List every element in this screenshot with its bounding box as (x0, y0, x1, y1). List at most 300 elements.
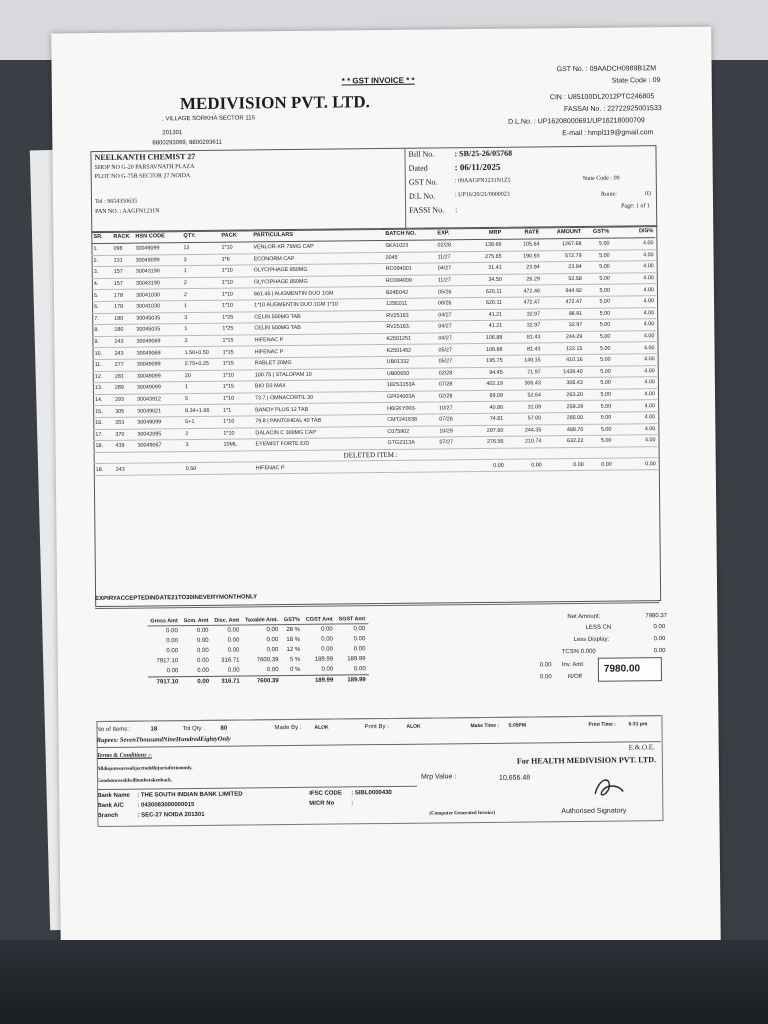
table-cell: 81.43 (504, 343, 542, 355)
table-cell: BANDY PLUS 12 TAB (253, 403, 385, 416)
invoice-banner: * * GST INVOICE * * (341, 75, 415, 86)
table-cell: 5.00 (585, 400, 613, 412)
table-cell: VENLOR-XR 75MG CAP (251, 241, 383, 254)
table-cell: 2.75+0.25 (183, 358, 221, 370)
table-cell: DALACIN C 300MG CAP (253, 426, 385, 439)
items-count-label: No of Items : (96, 726, 131, 734)
table-cell: 1*10 (221, 416, 253, 428)
tax-cell: 0.00 (321, 646, 334, 653)
term-1: Alldisputesaresubjecttodelhijurisdictiononly. (96, 766, 193, 773)
tot-qty: 80 (220, 725, 228, 732)
table-cell: 4.00 (612, 284, 656, 296)
bank-ac-label: Bank A/C (97, 802, 124, 810)
column-header: DIS% (611, 225, 655, 238)
table-cell: 30049069 (134, 335, 182, 347)
for-company: For HEALTH MEDIVISION PVT. LTD. (516, 755, 657, 766)
tax-cell: 0.00 (266, 637, 279, 644)
table-cell: 1*25 (220, 323, 252, 335)
table-cell: 944.92 (542, 285, 584, 297)
tax-total-cell (282, 675, 304, 686)
table-cell: 1*15 (221, 358, 253, 370)
tax-header: Disc. Amt (211, 617, 242, 626)
eoe: E.&.O.E. (628, 743, 655, 752)
tax-total-cell: 0.00 (181, 676, 212, 687)
table-cell: 8. (92, 325, 112, 337)
table-cell: 5.00 (585, 366, 613, 378)
buyer-address-2: PLOT NO G-75B SECTOR 27 NOIDA (94, 173, 191, 181)
table-cell: 30043190 (134, 277, 182, 289)
table-cell: 1*25 (220, 311, 252, 323)
tax-header: Scm. Amt (181, 617, 212, 626)
table-cell: 30045035 (134, 324, 182, 336)
table-cell: 12 (181, 242, 219, 254)
table-cell: 305 (113, 405, 135, 417)
table-cell: 18. (93, 440, 113, 452)
table-cell: 5.00 (585, 389, 613, 401)
table-cell: 30043912 (135, 393, 183, 405)
table-cell: 4.00 (612, 296, 656, 308)
computer-generated-note: (Computer Generated Invoice) (429, 810, 496, 817)
print-time: 6:31 pm (628, 721, 648, 728)
table-cell: 41.21 (464, 309, 504, 321)
table-cell: 07/28 (437, 379, 465, 391)
table-cell: 18. (94, 464, 114, 476)
seller-name: MEDIVISION PVT. LTD. (179, 92, 370, 114)
table-cell: 4.00 (613, 365, 657, 377)
footer-frame (96, 715, 663, 827)
column-header: MRP (463, 227, 503, 240)
table-cell: 0.00 (586, 458, 614, 470)
branch-label: Branch (97, 812, 119, 820)
seller-address-2: 201301 (162, 130, 183, 137)
table-cell: 131 (112, 255, 134, 267)
table-cell: 263.20 (543, 389, 585, 401)
buyer-address-1: SHOP NO G-20 PARSAVNATH PLAZA (94, 163, 195, 172)
table-cell: HIFENAC P (252, 345, 384, 358)
tax-cell: 5 % (289, 656, 301, 664)
column-header: QTY. (181, 230, 219, 243)
table-cell: 1 (182, 323, 220, 335)
table-cell: 276.56 (465, 436, 505, 448)
expiry-note: EXPIRYACCEPTEDINDATE21TO30INEVERYMONTHONLY (95, 594, 258, 603)
table-cell: 31.09 (505, 401, 543, 413)
table-cell: 04/27 (436, 263, 464, 275)
bill-date: : 06/11/2025 (454, 161, 501, 173)
table-cell: 30043190 (134, 266, 182, 278)
tax-cell: 7600.39 (256, 657, 279, 664)
table-cell: 5 (183, 393, 221, 405)
table-cell: 1 (183, 381, 221, 393)
tax-table (147, 615, 368, 687)
make-time-label: Make Time : (470, 722, 500, 730)
table-cell: 5.00 (584, 273, 612, 285)
table-cell: 31.41 (464, 262, 504, 274)
tax-header: CGST Amt (303, 616, 336, 625)
tax-cell: 0 % (290, 666, 301, 674)
table-cell: 106.88 (464, 332, 504, 344)
tot-qty-label: Tot Qty : (182, 725, 205, 733)
term-2: Goodsoncesoldwillnotbetakenback. (97, 778, 173, 785)
table-cell: 05/27 (436, 344, 464, 356)
table-cell: 30049069 (135, 347, 183, 359)
table-cell: 57.00 (505, 413, 543, 425)
tax-cell: 18 % (286, 636, 301, 644)
table-cell: UB01332 (385, 356, 437, 368)
table-cell: 07/27 (437, 437, 465, 449)
table-cell: 11/27 (436, 274, 464, 286)
column-header: BATCH NO. (383, 227, 435, 240)
table-cell: 572.79 (542, 250, 584, 262)
bill-no-label: Bill No. (408, 149, 435, 159)
buyer-pan: PAN NO. : AAGFN1231N (95, 208, 160, 216)
buyer-name: NEELKANTH CHEMIST 27 (94, 151, 196, 163)
table-cell: 1*15 (220, 335, 252, 347)
table-cell: 9. (92, 336, 112, 348)
table-cell: 182S3153A (385, 379, 437, 391)
table-cell: 178 (112, 290, 134, 302)
tax-cell: 0.00 (321, 636, 333, 643)
table-cell: 10ML (221, 439, 253, 451)
table-cell: 1439.40 (543, 366, 585, 378)
table-cell: 2 (183, 428, 221, 440)
table-cell: 4.00 (613, 388, 657, 400)
table-cell: 05/27 (437, 356, 465, 368)
buyer-state-code: State Code : 09 (582, 175, 620, 182)
column-header: AMOUNT (541, 226, 583, 239)
table-cell: 02/28 (437, 390, 465, 402)
table-cell: 1*10 (220, 265, 252, 277)
micr: : (351, 800, 354, 807)
table-cell: HIFENAC P (254, 461, 386, 474)
tax-cell: 0.00 (227, 637, 240, 644)
items-count: 18 (150, 726, 158, 733)
bank-ac: : 0430083000000015 (137, 802, 195, 809)
table-cell: HIFENAC P (252, 333, 384, 346)
table-cell: 5.00 (584, 284, 612, 296)
table-cell: 3 (183, 439, 221, 451)
table-cell: 402.19 (465, 378, 505, 390)
table-cell: 100.75 | STALOPAM 10 (253, 368, 385, 381)
inv-amt: 0.00 (539, 662, 552, 669)
tax-cell: 189.99 (347, 656, 366, 663)
table-cell: 04/27 (436, 309, 464, 321)
table-cell: 30049067 (135, 440, 183, 452)
table-cell: C075902 (385, 425, 437, 437)
table-cell: 8.34+1.66 (183, 405, 221, 417)
table-cell: 7. (92, 313, 112, 325)
table-cell: 30049099 (134, 254, 182, 266)
table-cell: B24E042 (384, 286, 436, 298)
table-cell: 04/27 (436, 332, 464, 344)
column-header: RACK (111, 231, 133, 244)
table-cell: 472.47 (542, 296, 584, 308)
table-cell: 243 (112, 336, 134, 348)
table-cell: 52.58 (542, 273, 584, 285)
roff-label: R/Off (567, 673, 582, 681)
table-cell: 5.00 (584, 308, 612, 320)
table-cell: 4.00 (612, 330, 656, 342)
table-cell: 370 (113, 429, 135, 441)
table-cell: 306.43 (543, 378, 585, 390)
table-cell: 30049099 (133, 243, 181, 255)
tax-cell: 0.00 (227, 627, 240, 634)
table-cell: 2 (182, 289, 220, 301)
column-header: GST% (583, 226, 611, 239)
table-cell: 30041030 (134, 301, 182, 313)
table-cell: 1*15 (221, 381, 253, 393)
table-cell: 30049021 (135, 405, 183, 417)
table-cell: K2501452 (384, 344, 436, 356)
table-cell: 15. (93, 406, 113, 418)
table-cell: 3 (182, 335, 220, 347)
route-value: 03 (644, 191, 651, 198)
table-cell: 32.97 (504, 320, 542, 332)
table-cell: 5.00 (584, 250, 612, 262)
tax-cell: 12 % (286, 646, 301, 654)
tax-cell: 189.99 (314, 656, 334, 663)
bank-name: : THE SOUTH INDIAN BANK LIMITED (137, 791, 243, 799)
background-bottom (0, 940, 768, 1024)
column-header: SR. (91, 231, 111, 244)
seller-state-code: State Code : 09 (611, 77, 661, 85)
table-cell: 4.00 (612, 249, 656, 261)
mrp-value: 10,656.48 (498, 774, 531, 782)
table-cell: 105.64 (503, 239, 541, 251)
table-cell: 5.00 (585, 377, 613, 389)
authorised-signatory: Authorised Signatory (561, 807, 627, 816)
tax-cell: 0.00 (166, 668, 179, 675)
tax-cell: 316.71 (221, 657, 240, 664)
table-cell: 4.00 (613, 354, 657, 366)
table-cell: 4.00 (612, 307, 656, 319)
print-by: ALOK (406, 723, 421, 730)
table-cell: 02/28 (437, 367, 465, 379)
table-cell: 11. (93, 359, 113, 371)
table-cell: 30049099 (135, 382, 183, 394)
table-cell: 0.00 (466, 460, 506, 472)
table-cell: 180 (112, 324, 134, 336)
table-cell: 259.29 (543, 401, 585, 413)
table-cell: 5.00 (584, 342, 612, 354)
table-cell: 10/27 (437, 402, 465, 414)
table-cell: 12. (93, 371, 113, 383)
made-by: ALOK (314, 724, 329, 731)
table-cell: 1 (182, 300, 220, 312)
table-cell: 30049099 (135, 417, 183, 429)
ifsc-label: IFSC CODE (309, 790, 342, 797)
buyer-gst: : 09AAGFN1231N1Z5 (454, 177, 511, 185)
table-cell: 10/29 (437, 425, 465, 437)
table-cell: 0.00 (614, 458, 658, 470)
grand-total: 7980.00 (603, 663, 641, 675)
tax-total-cell: 7917.10 (148, 677, 181, 688)
table-cell: 281 (113, 371, 135, 383)
seller-address: , VILLAGE SORKHA SECTOR 115 (162, 115, 255, 123)
tax-total-cell: 316.71 (212, 676, 243, 687)
table-cell (438, 460, 466, 472)
buyer-fassi: : (455, 205, 458, 215)
table-cell: 5.00 (584, 319, 612, 331)
table-cell: RABLET 20MG (253, 356, 385, 369)
table-cell: 106.88 (464, 344, 504, 356)
table-cell: 1*10 (220, 288, 252, 300)
tax-cell: 7917.10 (156, 658, 179, 665)
tax-cell: 0.00 (353, 626, 366, 633)
table-cell: 4.00 (613, 412, 657, 424)
table-cell: H6GKY003- (385, 402, 437, 414)
table-cell (136, 463, 184, 475)
table-cell: 69.09 (465, 390, 505, 402)
table-cell: 1267.68 (541, 238, 583, 250)
tax-totals-row (148, 675, 369, 688)
table-cell: 30042095 (135, 428, 183, 440)
table-cell: 81.43 (504, 332, 542, 344)
table-cell: 5. (92, 290, 112, 302)
table-cell: GLYCIPHAGE 850MG (252, 275, 384, 288)
table-cell: 20 (183, 370, 221, 382)
table-cell: RO394009 (384, 275, 436, 287)
table-cell: 275.65 (464, 251, 504, 263)
seller-phone: 8800293069, 8800293611 (152, 139, 223, 147)
table-cell: 4.00 (613, 435, 657, 447)
table-cell: 4.00 (612, 319, 656, 331)
table-cell: 190.93 (504, 250, 542, 262)
tax-cell: 0.00 (196, 647, 209, 654)
tax-cell: 28 % (286, 626, 301, 634)
seller-dl: D.L.No. : UP16208000691/UP16218000709 (508, 117, 645, 126)
tax-cell: 0.00 (227, 647, 240, 654)
table-cell: 2045 (384, 252, 436, 264)
table-cell: 243 (113, 347, 135, 359)
table-cell: 472.46 (504, 285, 542, 297)
table-cell: 4.00 (611, 238, 655, 250)
column-header: EXP. (435, 227, 463, 240)
tax-header: Taxable Amt. (242, 616, 281, 625)
table-cell: 289 (113, 382, 135, 394)
tax-cell: 0.00 (321, 666, 334, 673)
table-cell: 1*1 (221, 404, 253, 416)
net-amount: 7980.37 (645, 613, 668, 620)
table-cell: 125E011 (384, 298, 436, 310)
table-cell: 79.8 | PANTOHEAL 40 TAB (253, 414, 385, 427)
table-cell: 4.00 (613, 400, 657, 412)
table-cell: 157 (112, 278, 134, 290)
table-cell: 40.80 (465, 402, 505, 414)
column-header: PARTICULARS (251, 228, 383, 242)
table-cell: 4.00 (613, 423, 657, 435)
tax-cell: 0.00 (353, 666, 366, 673)
table-cell: 5.00 (584, 296, 612, 308)
table-cell: 1*6 (220, 253, 252, 265)
buyer-dl: : UP16/20/21/0000923 (454, 191, 510, 199)
tax-header: SGST Amt (336, 615, 369, 624)
table-cell: 472.47 (504, 297, 542, 309)
table-cell: UB00650 (385, 367, 437, 379)
table-cell: 0.00 (544, 459, 586, 471)
table-cell: 1*10 AUGMENTIN DUO 1GM 1*10 (252, 298, 384, 311)
table-cell: 5.00 (585, 424, 613, 436)
table-cell: 23.94 (504, 262, 542, 274)
table-cell: 1*10 (221, 393, 253, 405)
table-cell: 285.00 (543, 412, 585, 424)
table-cell: CELIN 500MG TAB (252, 310, 384, 323)
tax-cell: 0.00 (353, 646, 366, 653)
table-cell: EYEMIST FORTE E/D (253, 438, 385, 451)
table-cell: 4.00 (612, 342, 656, 354)
table-cell: 243 (114, 463, 136, 475)
less-display-label: Less Display: (573, 636, 610, 644)
print-by-label: Print By : (364, 723, 389, 731)
table-cell: SKA1023 (383, 240, 435, 252)
table-cell: 439 (113, 440, 135, 452)
less-display: 0.00 (653, 636, 666, 643)
table-cell: 620.11 (464, 297, 504, 309)
table-cell: K2501251 (384, 333, 436, 345)
table-cell: RV25163. (384, 321, 436, 333)
table-cell: 5+1 (183, 416, 221, 428)
table-cell: 1*10 (221, 369, 253, 381)
table-cell: 94.45 (465, 367, 505, 379)
table-cell: 2. (92, 255, 112, 267)
table-cell: 620.11 (464, 286, 504, 298)
table-cell: 293 (113, 394, 135, 406)
tax-cell: 0.00 (196, 637, 209, 644)
column-header: RATE (503, 226, 541, 239)
make-time: 5:05PM (508, 722, 527, 729)
table-cell: 2 (182, 277, 220, 289)
table-cell: 05/26 (436, 286, 464, 298)
table-cell: 4.00 (612, 272, 656, 284)
tax-total-cell: 189.99 (336, 675, 369, 686)
bill-no: : SB/25-26/05768 (454, 148, 513, 159)
table-cell: 74.81 (465, 413, 505, 425)
tax-cell: 0.00 (227, 667, 240, 674)
page-number: Page: 1 of 1 (621, 203, 650, 210)
table-cell: 5.00 (585, 435, 613, 447)
tax-total-cell: 7600.39 (243, 676, 282, 687)
table-cell: 32.97 (504, 308, 542, 320)
table-cell: 1.50+0.50 (183, 347, 221, 359)
column-header: PACK (219, 229, 251, 242)
table-cell: 1*10 (219, 242, 251, 254)
table-cell: 4.00 (612, 261, 656, 273)
tcs-label: TCS% 0.000 (561, 648, 596, 656)
table-cell: 14. (93, 394, 113, 406)
dated-label: Dated (408, 163, 428, 173)
table-cell: 661.45 | AUGMENTIN DUO 1GM (252, 287, 384, 300)
tax-cell: 0.00 (321, 626, 333, 633)
bank-name-label: Bank Name (97, 792, 130, 800)
seller-email: E-mail : hmpl119@gmail.com (562, 129, 654, 138)
table-cell: 34.50 (464, 274, 504, 286)
table-cell: 4. (92, 278, 112, 290)
buyer-gst-label: GST No. (408, 177, 438, 187)
table-cell: 410.16 (543, 354, 585, 366)
invoice-paper (51, 27, 721, 952)
table-cell: 3 (182, 254, 220, 266)
seller-cin: CIN : U85100DL2012PTC246805 (549, 93, 655, 102)
table-cell: 32.97 (542, 320, 584, 332)
seller-fassai: FASSAI No. : 22722925001533 (564, 105, 662, 114)
terms-heading: Terms & Conditions :- (96, 752, 153, 760)
table-cell: 6. (92, 301, 112, 313)
table-cell: RV25163 (384, 310, 436, 322)
tax-cell: 0.00 (166, 648, 179, 655)
table-cell: 149.15 (505, 355, 543, 367)
table-cell: 30045035 (134, 312, 182, 324)
table-cell: 1*10 (221, 427, 253, 439)
table-cell: 632.22 (543, 436, 585, 448)
